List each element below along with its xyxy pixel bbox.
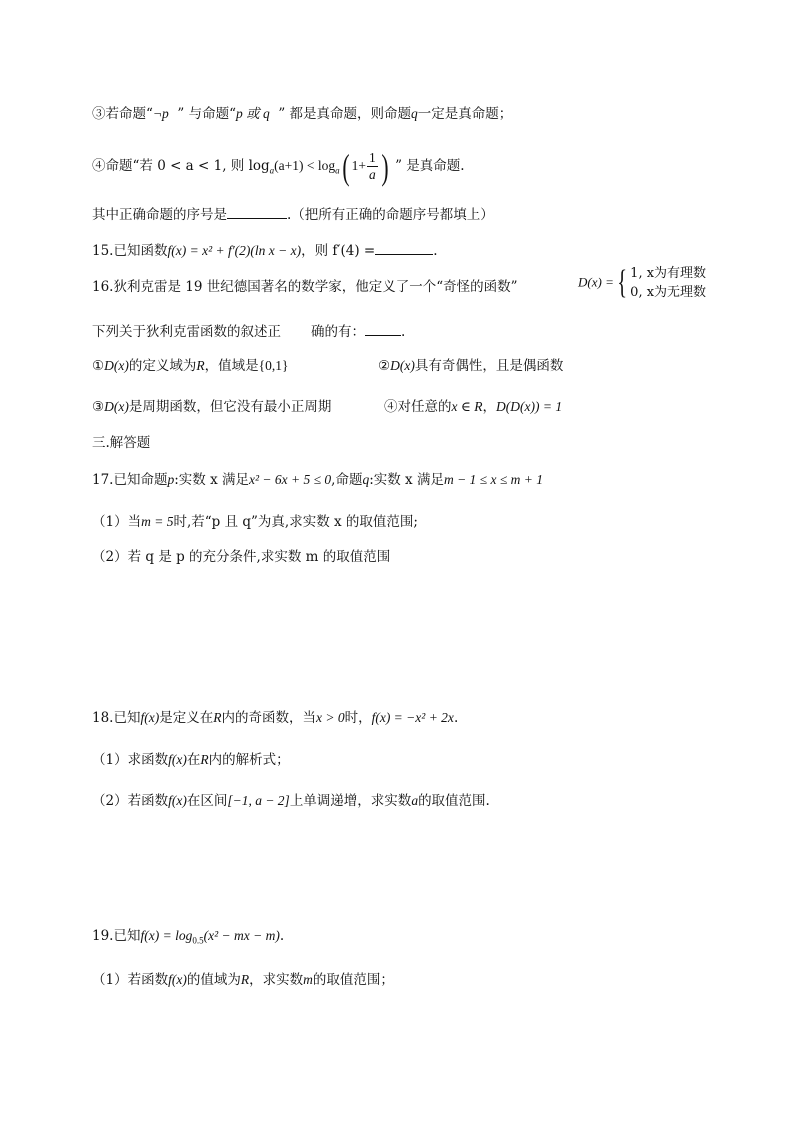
cases	[630, 264, 706, 302]
section-heading	[92, 433, 150, 453]
math: [−1, a − 2]	[227, 793, 290, 808]
question-16	[92, 277, 518, 297]
text: .	[433, 243, 438, 259]
math: D(x) =	[578, 274, 614, 290]
math: D(x)	[104, 358, 129, 373]
math: a	[411, 793, 419, 808]
paren-close: )	[381, 146, 389, 187]
text: 是定义在	[159, 710, 214, 726]
math: f(x)	[168, 752, 187, 767]
fraction	[367, 150, 378, 183]
question-18-part2	[92, 791, 490, 811]
math: f(x) = −x² + 2x	[371, 710, 454, 725]
text: 时,若“p 且 q”为真,求实数 x 的取值范围;	[173, 514, 418, 530]
case-irrational: 0, x为无理数	[630, 285, 707, 300]
math-sub: a	[269, 165, 275, 176]
question-16-prompt	[92, 321, 405, 342]
math: R	[240, 972, 250, 987]
text: 确的有：	[311, 324, 366, 340]
question-19-part1	[92, 970, 394, 990]
text: （1）求函数	[92, 752, 169, 768]
text: :实数 x 满足	[369, 472, 444, 488]
text: （1）若函数	[92, 972, 169, 988]
math: m	[303, 972, 313, 987]
text: ③若命题“	[92, 106, 153, 122]
text: 15.已知函数	[92, 243, 168, 259]
text: .	[279, 928, 285, 944]
math: f(x) = x² + f′(2)(ln x − x)	[167, 243, 302, 258]
case-rational: 1, x为有理数	[630, 266, 707, 281]
math: R	[213, 710, 222, 725]
text: ，	[482, 399, 496, 415]
math: m − 1 ≤ x ≤ m + 1	[443, 472, 543, 487]
text: 16.狄利克雷是 19 世纪德国著名的数学家，他定义了一个“奇怪的函数”	[92, 279, 518, 295]
text: ④命题“若 0 < a < 1, 则 log	[92, 158, 270, 174]
text: ，则 f′(4) =	[301, 243, 376, 259]
text: 的值域为	[186, 972, 241, 988]
math: x ∈ R	[451, 399, 483, 414]
option-3	[92, 397, 331, 417]
math: D(x)	[390, 358, 415, 373]
option-1	[92, 356, 288, 376]
math: q	[362, 472, 370, 487]
text: ，求实数	[249, 972, 304, 988]
math: q	[411, 106, 418, 121]
question-17	[92, 470, 543, 490]
question-15	[92, 240, 438, 261]
correct-prompt	[92, 204, 494, 225]
math: f(x) = log	[140, 928, 193, 943]
text: 18.已知	[92, 710, 141, 726]
question-17-part2	[92, 547, 390, 567]
question-18-part1	[92, 750, 290, 770]
text: （1）当	[92, 514, 142, 530]
text: 一定是真命题；	[417, 106, 513, 122]
question-17-part1	[92, 512, 418, 532]
text: 17.已知命题	[92, 472, 168, 488]
math: {0,1}	[258, 358, 289, 373]
text: 19.已知	[92, 928, 141, 944]
statement-4	[92, 146, 465, 191]
numerator: 1	[369, 150, 376, 165]
math: x > 0	[315, 710, 345, 725]
text: ” 与命题“	[177, 106, 236, 122]
text: .	[453, 710, 459, 726]
math: f(x)	[168, 793, 187, 808]
denominator: a	[369, 167, 376, 182]
answer-blank	[227, 204, 287, 219]
math: f(x)	[168, 972, 187, 987]
math: p	[167, 472, 175, 487]
text: ” 都是真命题，则命题	[278, 106, 412, 122]
text: 的取值范围；	[312, 972, 394, 988]
text: ④对任意的	[384, 399, 452, 415]
statement-3	[92, 104, 512, 124]
math: R	[200, 752, 209, 767]
text: 时，	[344, 710, 372, 726]
question-18	[92, 708, 458, 728]
text: ②	[378, 358, 391, 374]
text: 在	[186, 752, 201, 768]
math-sub: a	[335, 165, 340, 176]
text: 的定义域为	[128, 358, 197, 374]
text: ，值域是	[204, 358, 259, 374]
text: :实数 x 满足	[174, 472, 249, 488]
option-2	[378, 356, 563, 376]
text: 是周期函数，但它没有最小正周期	[128, 399, 332, 415]
math: p 或 q	[235, 106, 270, 121]
text: 具有奇偶性，且是偶函数	[414, 358, 564, 374]
text: 内的解析式；	[208, 752, 290, 768]
option-4	[384, 397, 562, 417]
text: 内的奇函数，当	[221, 710, 316, 726]
text: .（把所有正确的命题序号都填上）	[287, 207, 494, 223]
text: .	[401, 324, 406, 340]
text: （2）若 q 是 p 的充分条件,求实数 m 的取值范围	[92, 549, 391, 565]
dirichlet-definition	[578, 264, 706, 302]
math: x² − 6x + 5 ≤ 0	[248, 472, 332, 487]
text: 下列关于狄利克雷函数的叙述正	[92, 324, 281, 340]
text: ,命题	[331, 472, 363, 488]
text: ” 是真命题.	[395, 158, 465, 174]
question-19	[92, 926, 284, 951]
brace: {	[617, 264, 627, 301]
paren-open: (	[342, 146, 350, 187]
text: 三.解答题	[92, 435, 151, 451]
math: R	[196, 358, 205, 373]
math: D(D(x)) = 1	[495, 399, 563, 414]
answer-blank	[365, 321, 401, 336]
math: (a+1) < log	[274, 158, 336, 173]
text: 上单调递增，求实数	[289, 793, 412, 809]
math: f(x)	[140, 710, 160, 725]
text: （2）若函数	[92, 793, 169, 809]
math: 1+	[351, 158, 367, 173]
math: ¬p	[152, 106, 169, 121]
text: 其中正确命题的序号是	[92, 207, 227, 223]
text: 在区间	[186, 793, 228, 809]
math: m = 5	[141, 514, 174, 529]
text: 的取值范围.	[418, 793, 490, 809]
math-sub: 0.5	[192, 935, 204, 946]
text: ①	[92, 358, 105, 374]
math: (x² − mx − m)	[203, 928, 280, 943]
answer-blank	[375, 240, 433, 255]
math: D(x)	[104, 399, 129, 414]
text: ③	[92, 399, 105, 415]
